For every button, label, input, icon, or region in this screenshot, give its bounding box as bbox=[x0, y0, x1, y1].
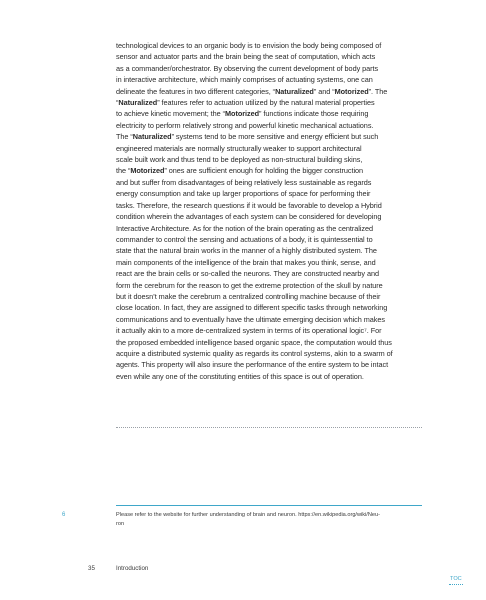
bold-term: Naturalized bbox=[118, 98, 158, 108]
footnote-number: 6 bbox=[62, 512, 66, 518]
line-text: ”. The bbox=[368, 86, 388, 96]
line-text: tasks. Therefore, the research questions if it would be favorable to develop a Hybrid bbox=[116, 200, 382, 210]
paragraph-line bbox=[116, 291, 428, 302]
paragraph-line bbox=[116, 245, 428, 256]
paragraph-line bbox=[116, 154, 428, 165]
line-text: close location. In fact, they are assigned to different specific tasks through networking bbox=[116, 303, 388, 313]
bold-term: Naturalized bbox=[132, 132, 172, 142]
line-text: The “ bbox=[116, 132, 133, 142]
line-text: ” functions indicate those requiring bbox=[259, 109, 369, 119]
line-text: react are the brain cells or so-called the neurons. They are constructed nearby and bbox=[116, 269, 380, 279]
line-text: the proposed embedded intelligence based organic space, the computation would thus bbox=[116, 337, 392, 347]
line-text: the “ bbox=[116, 166, 131, 176]
line-text: condition wherein the advantages of each system can be considered for developing bbox=[116, 212, 382, 222]
paragraph-line bbox=[116, 325, 428, 336]
paragraph-line bbox=[116, 40, 428, 51]
line-text: form the cerebrum for the reason to get the extreme protection of the skull by nature bbox=[116, 280, 383, 290]
paragraph-line bbox=[116, 120, 428, 131]
paragraph-line bbox=[116, 131, 428, 142]
paragraph-line bbox=[116, 359, 428, 370]
line-text: ” features refer to actuation utilized by the natural material properties bbox=[157, 98, 375, 108]
paragraph-line bbox=[116, 257, 428, 268]
paragraph-line bbox=[116, 86, 428, 97]
line-text: acquire a distributed systemic quality as regards its control systems, akin to a swarm of bbox=[116, 348, 393, 358]
toc-link[interactable]: TOC bbox=[450, 576, 462, 582]
line-text: it actually akin to a more de-centralized system in terms of its operational logic⁷. For bbox=[116, 326, 382, 336]
line-text: as a commander/orchestrator. By observing the current development of body parts bbox=[116, 63, 379, 73]
line-text: sensor and actuator parts and the brain being the seat of computation, which acts bbox=[116, 52, 376, 62]
paragraph-line bbox=[116, 108, 428, 119]
footnote-divider bbox=[116, 505, 422, 506]
footnote-line: ron bbox=[116, 520, 125, 527]
paragraph-line bbox=[116, 97, 428, 108]
paragraph-line bbox=[116, 280, 428, 291]
line-text: Interactive Architecture. As for the notion of the brain operating as the centralized bbox=[116, 223, 373, 233]
paragraph-line bbox=[116, 223, 428, 234]
paragraph-line bbox=[116, 143, 428, 154]
line-text: in interactive architecture, which mainly comprises of actuating systems, one can bbox=[116, 75, 373, 85]
line-text: communications and to eventually have the ultimate emerging decision which makes bbox=[116, 314, 385, 324]
line-text: ” and “ bbox=[313, 86, 335, 96]
line-text: technological devices to an organic body is to envision the body being composed of bbox=[116, 41, 382, 50]
section-title: Introduction bbox=[116, 565, 149, 572]
paragraph-line bbox=[116, 348, 428, 359]
line-text: even while any one of the constituting entities of this space is out of operation. bbox=[116, 371, 364, 381]
line-text: to achieve kinetic movement; the “ bbox=[116, 109, 226, 119]
paragraph-line bbox=[116, 51, 428, 62]
bold-term: Motorized bbox=[334, 86, 369, 96]
line-text: scale built work and thus tend to be deployed as non-structural building skins, bbox=[116, 155, 363, 165]
line-text: engineered materials are normally structurally weaker to support architectural bbox=[116, 143, 362, 153]
paragraph-line bbox=[116, 74, 428, 85]
bold-term: Motorized bbox=[225, 109, 260, 119]
line-text: main components of the intelligence of the brain that makes you think, sense, and bbox=[116, 257, 376, 267]
line-text: electricity to perform relatively strong and powerful kinetic mechanical actuations. bbox=[116, 120, 374, 130]
paragraph-line bbox=[116, 234, 428, 245]
line-text: agents. This property will also insure the performance of the entire system to be intact bbox=[116, 360, 389, 370]
line-text: ” ones are sufficient enough for holding the bigger construction bbox=[164, 166, 364, 176]
paragraph-line bbox=[116, 371, 428, 382]
line-text: energy consumption and take up larger proportions of space for performing their bbox=[116, 189, 371, 199]
footnote-text bbox=[116, 511, 426, 528]
paragraph-line bbox=[116, 165, 428, 176]
page-number: 35 bbox=[88, 565, 95, 572]
paragraph-line bbox=[116, 211, 428, 222]
line-text: delineate the features in two different categories, “ bbox=[116, 86, 276, 96]
footnote-line: Please refer to the website for further understanding of brain and neuron. https://en.wikipedia.org/wiki/Neu- bbox=[116, 512, 380, 518]
paragraph-line bbox=[116, 200, 428, 211]
body-paragraph bbox=[116, 40, 428, 382]
line-text: ” systems tend to be more sensitive and energy efficient but such bbox=[171, 132, 379, 142]
paragraph-line bbox=[116, 188, 428, 199]
line-text: but it doesn’t make the cerebrum a centralized controlling machine because of their bbox=[116, 291, 381, 301]
paragraph-line bbox=[116, 302, 428, 313]
paragraph-line bbox=[116, 63, 428, 74]
bold-term: Naturalized bbox=[275, 86, 314, 96]
bold-term: Motorized bbox=[130, 166, 165, 176]
paragraph-line bbox=[116, 314, 428, 325]
paragraph-line bbox=[116, 337, 428, 348]
toc-link-underline bbox=[449, 584, 463, 585]
line-text: and but suffer from disadvantages of being relatively less sustainable as regards bbox=[116, 177, 372, 187]
line-text: state that the natural brain works in the manner of a highly distributed system. The bbox=[116, 246, 377, 256]
paragraph-line bbox=[116, 268, 428, 279]
paragraph-line bbox=[116, 177, 428, 188]
line-text: commander to control the sensing and actuations of a body, it is quintessential to bbox=[116, 234, 373, 244]
line-text: “ bbox=[116, 98, 119, 108]
section-divider bbox=[116, 427, 422, 428]
